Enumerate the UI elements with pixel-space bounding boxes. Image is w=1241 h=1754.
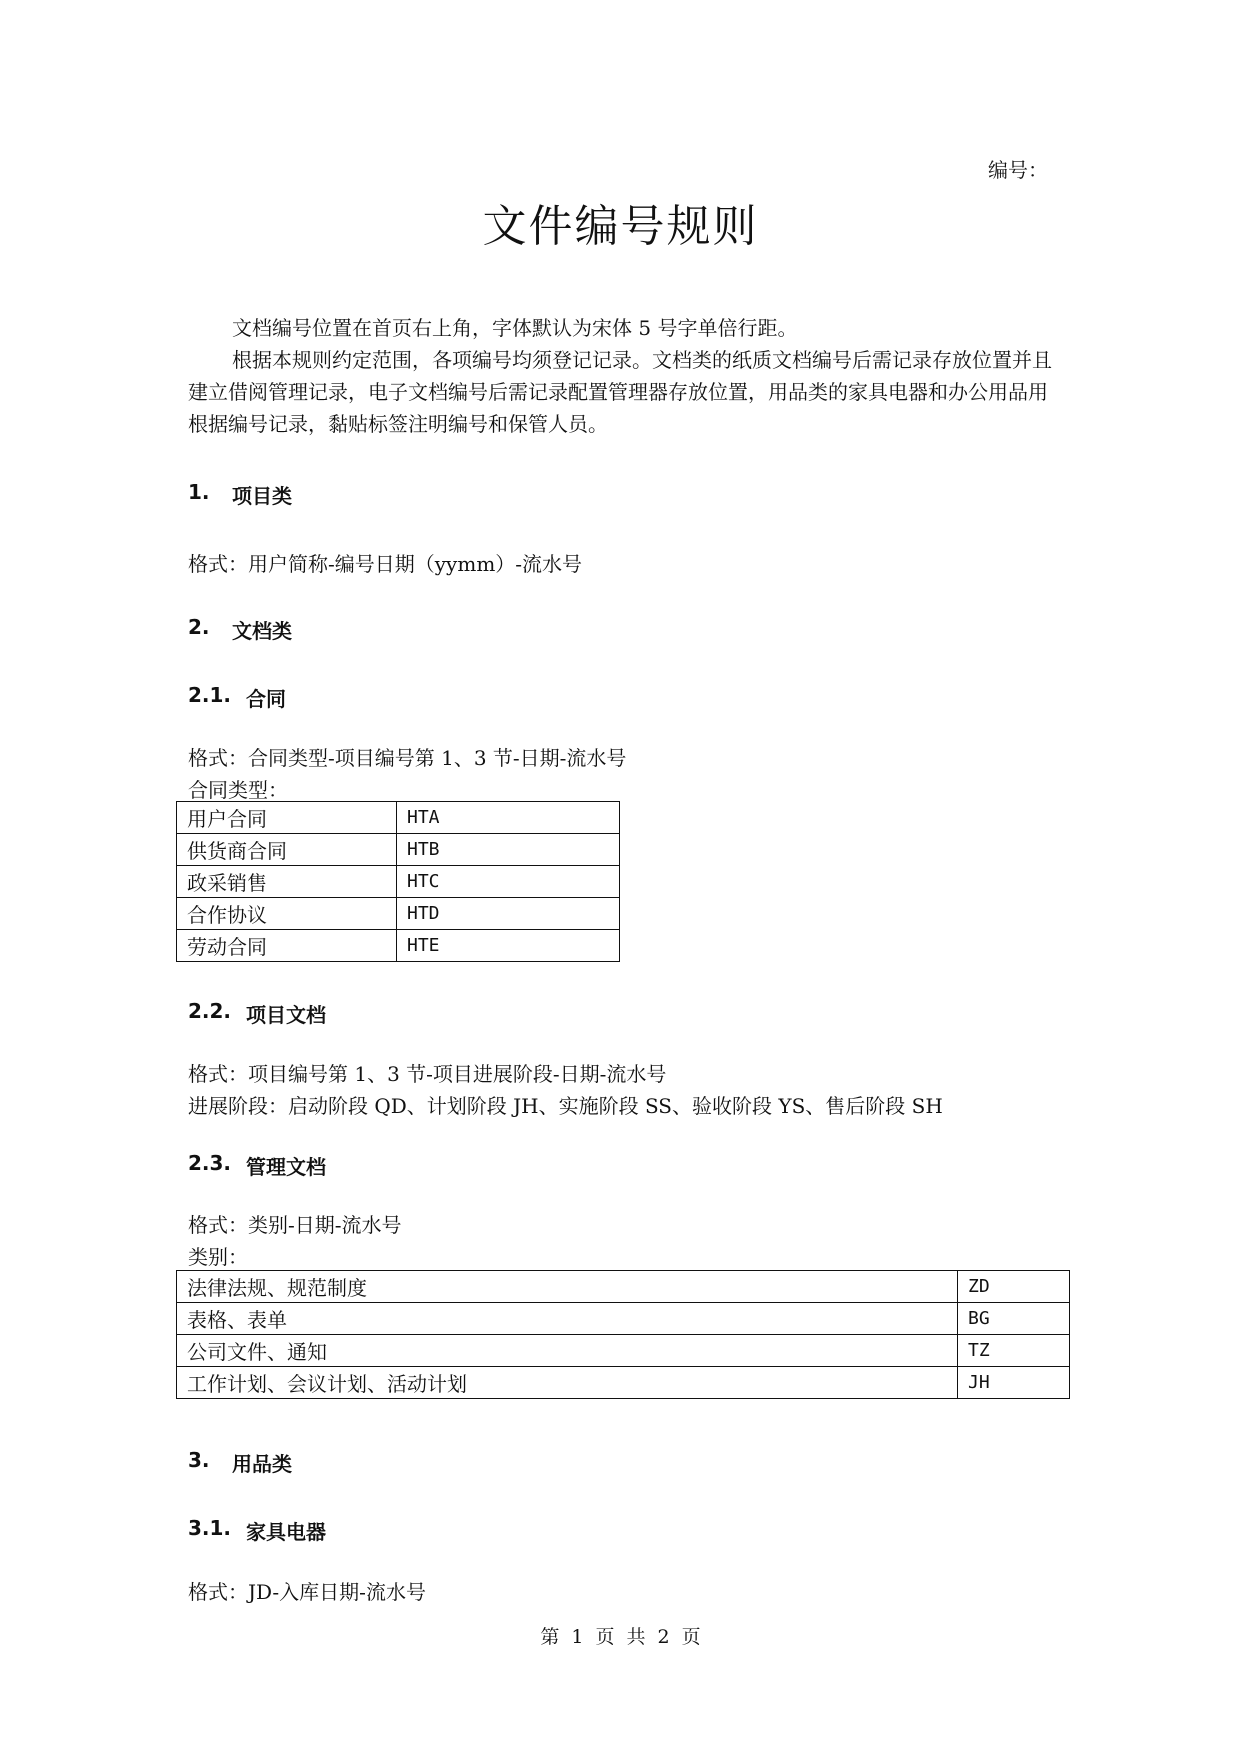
table-row [177,1303,1070,1335]
section-number: 2.1. [188,683,232,707]
section-number: 3. [188,1448,210,1472]
category-name: 公司文件、通知 [177,1335,958,1367]
management-format-line: 格式：类别-日期-流水号 [188,1213,402,1237]
section-number: 2.3. [188,1151,232,1175]
table-row [177,1367,1070,1399]
page-title: 文件编号规则 [482,201,759,252]
section-number: 3.1. [188,1516,232,1540]
category-code: ZD [958,1271,1070,1303]
category-name: 表格、表单 [177,1303,958,1335]
contract-type-name: 合作协议 [177,898,397,930]
table-row [177,834,620,866]
contract-type-code: HTB [397,834,620,866]
contract-type-code: HTE [397,930,620,962]
table-row [177,1335,1070,1367]
category-code: TZ [958,1335,1070,1367]
table-row [177,1271,1070,1303]
section-number: 2.2. [188,999,232,1023]
page-footer: 第 1 页 共 2 页 [540,1626,701,1648]
project-format-line: 格式：用户简称-编号日期（yymm）-流水号 [188,552,583,576]
section-title: 用品类 [232,1452,292,1476]
category-name: 法律法规、规范制度 [177,1271,958,1303]
intro-paragraph-2: 根据本规则约定范围，各项编号均须登记记录。文档类的纸质文档编号后需记录存放位置并且建立借阅管理记录，电子文档编号后需记录配置管理器存放位置，用品类的家具电器和办公用品用根据编号记录，黏贴标签注明编号和保管人员。 [188,348,1052,436]
doc-number-label: 编号： [988,158,1048,182]
contract-type-name: 劳动合同 [177,930,397,962]
table-row [177,898,620,930]
project-doc-format-line: 格式：项目编号第 1、3 节-项目进展阶段-日期-流水号 [188,1062,667,1086]
section-title: 项目文档 [246,1003,326,1027]
section-title: 文档类 [232,619,292,643]
contract-type-name: 供货商合同 [177,834,397,866]
contract-type-code: HTD [397,898,620,930]
contract-types-label: 合同类型： [188,778,288,802]
contract-type-code: HTC [397,866,620,898]
category-label: 类别： [188,1245,248,1269]
intro-paragraph-1: 文档编号位置在首页右上角，字体默认为宋体 5 号字单倍行距。 [232,316,798,340]
section-title: 项目类 [232,484,292,508]
section-title: 合同 [246,687,286,711]
category-code: BG [958,1303,1070,1335]
section-number: 2. [188,615,210,639]
project-stages-line: 进展阶段：启动阶段 QD、计划阶段 JH、实施阶段 SS、验收阶段 YS、售后阶段 SH [188,1094,943,1118]
category-name: 工作计划、会议计划、活动计划 [177,1367,958,1399]
section-number: 1. [188,480,210,504]
section-title: 管理文档 [246,1155,326,1179]
contract-type-name: 用户合同 [177,802,397,834]
contract-format-line: 格式：合同类型-项目编号第 1、3 节-日期-流水号 [188,746,627,770]
section-title: 家具电器 [246,1520,326,1544]
contract-type-name: 政采销售 [177,866,397,898]
contract-type-table [176,801,620,962]
table-row [177,802,620,834]
management-category-table [176,1270,1070,1399]
contract-type-code: HTA [397,802,620,834]
table-row [177,930,620,962]
furniture-format-line: 格式：JD-入库日期-流水号 [188,1580,426,1604]
table-row [177,866,620,898]
category-code: JH [958,1367,1070,1399]
